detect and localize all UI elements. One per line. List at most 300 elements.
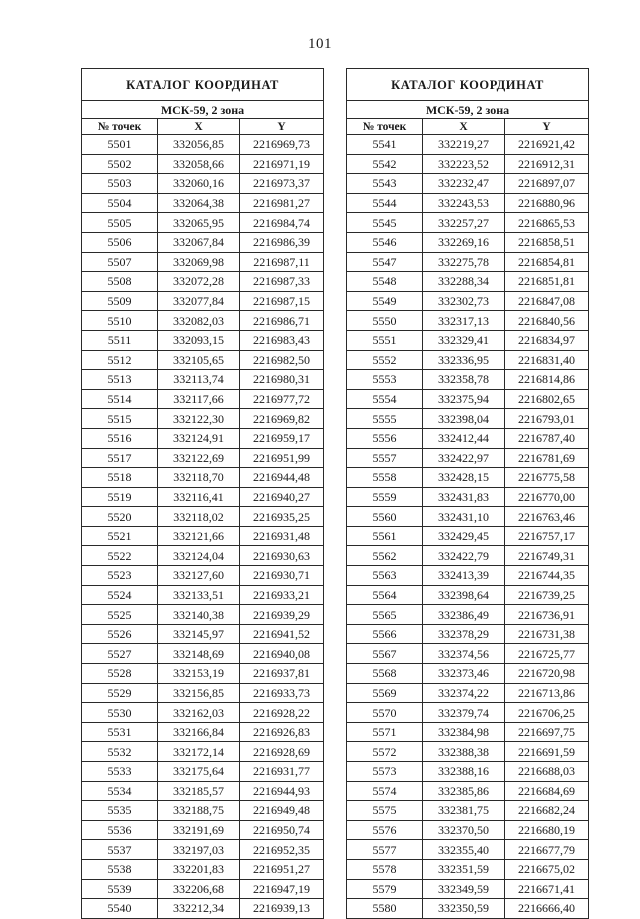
y-coordinate-cell: 2216951,27 [240,859,324,879]
table-row [347,252,589,272]
y-coordinate-cell: 2216973,37 [240,174,324,194]
y-coordinate-cell: 2216666,40 [505,899,589,919]
point-number-cell: 5580 [347,899,423,919]
column-header-x: X [423,119,505,135]
coordinate-system-zone: МСК-59, 2 зона [82,101,324,119]
y-coordinate-cell: 2216739,25 [505,585,589,605]
point-number-cell: 5557 [347,448,423,468]
y-coordinate-cell: 2216941,52 [240,624,324,644]
point-number-cell: 5518 [82,468,158,488]
table-row [347,232,589,252]
x-coordinate-cell: 332381,75 [423,801,505,821]
x-coordinate-cell: 332185,57 [158,781,240,801]
table-row [347,722,589,742]
table-row [347,703,589,723]
point-number-cell: 5566 [347,624,423,644]
point-number-cell: 5530 [82,703,158,723]
y-coordinate-cell: 2216744,35 [505,566,589,586]
y-coordinate-cell: 2216933,73 [240,683,324,703]
point-number-cell: 5512 [82,350,158,370]
table-row [347,448,589,468]
point-number-cell: 5507 [82,252,158,272]
point-number-cell: 5576 [347,820,423,840]
point-number-cell: 5537 [82,840,158,860]
x-coordinate-cell: 332329,41 [423,330,505,350]
point-number-cell: 5565 [347,605,423,625]
x-coordinate-cell: 332349,59 [423,879,505,899]
x-coordinate-cell: 332056,85 [158,135,240,155]
y-coordinate-cell: 2216814,86 [505,370,589,390]
x-coordinate-cell: 332122,69 [158,448,240,468]
table-row [347,389,589,409]
y-coordinate-cell: 2216939,13 [240,899,324,919]
coordinate-catalog-right [346,68,589,919]
point-number-cell: 5553 [347,370,423,390]
point-number-cell: 5545 [347,213,423,233]
x-coordinate-cell: 332302,73 [423,291,505,311]
x-coordinate-cell: 332257,27 [423,213,505,233]
table-row [347,683,589,703]
y-coordinate-cell: 2216987,11 [240,252,324,272]
y-coordinate-cell: 2216947,19 [240,879,324,899]
x-coordinate-cell: 332336,95 [423,350,505,370]
x-coordinate-cell: 332355,40 [423,840,505,860]
column-header-point-number: № точек [347,119,423,135]
y-coordinate-cell: 2216757,17 [505,526,589,546]
point-number-cell: 5539 [82,879,158,899]
x-coordinate-cell: 332374,22 [423,683,505,703]
table-row [82,526,324,546]
table-row [347,859,589,879]
table-row [82,605,324,625]
y-coordinate-cell: 2216763,46 [505,507,589,527]
x-coordinate-cell: 332067,84 [158,232,240,252]
point-number-cell: 5508 [82,272,158,292]
point-number-cell: 5529 [82,683,158,703]
point-number-cell: 5531 [82,722,158,742]
x-coordinate-cell: 332113,74 [158,370,240,390]
y-coordinate-cell: 2216677,79 [505,840,589,860]
point-number-cell: 5519 [82,487,158,507]
table-row [82,487,324,507]
x-coordinate-cell: 332093,15 [158,330,240,350]
x-coordinate-cell: 332172,14 [158,742,240,762]
x-coordinate-cell: 332375,94 [423,389,505,409]
y-coordinate-cell: 2216858,51 [505,232,589,252]
x-coordinate-cell: 332156,85 [158,683,240,703]
table-row [347,154,589,174]
point-number-cell: 5527 [82,644,158,664]
point-number-cell: 5575 [347,801,423,821]
table-row [347,135,589,155]
y-coordinate-cell: 2216950,74 [240,820,324,840]
table-row [347,213,589,233]
table-row [82,252,324,272]
point-number-cell: 5547 [347,252,423,272]
y-coordinate-cell: 2216986,39 [240,232,324,252]
x-coordinate-cell: 332384,98 [423,722,505,742]
y-coordinate-cell: 2216793,01 [505,409,589,429]
point-number-cell: 5509 [82,291,158,311]
table-row [82,174,324,194]
table-row [347,585,589,605]
y-coordinate-cell: 2216736,91 [505,605,589,625]
point-number-cell: 5516 [82,428,158,448]
x-coordinate-cell: 332148,69 [158,644,240,664]
point-number-cell: 5520 [82,507,158,527]
catalog-rows [347,135,589,919]
table-row [82,840,324,860]
y-coordinate-cell: 2216987,15 [240,291,324,311]
table-row [82,468,324,488]
y-coordinate-cell: 2216928,69 [240,742,324,762]
x-coordinate-cell: 332350,59 [423,899,505,919]
x-coordinate-cell: 332162,03 [158,703,240,723]
table-row [82,742,324,762]
point-number-cell: 5513 [82,370,158,390]
table-row [82,879,324,899]
x-coordinate-cell: 332223,52 [423,154,505,174]
x-coordinate-cell: 332379,74 [423,703,505,723]
x-coordinate-cell: 332188,75 [158,801,240,821]
x-coordinate-cell: 332422,97 [423,448,505,468]
table-row [347,468,589,488]
table-row [82,859,324,879]
point-number-cell: 5578 [347,859,423,879]
x-coordinate-cell: 332060,16 [158,174,240,194]
x-coordinate-cell: 332429,45 [423,526,505,546]
table-row [82,193,324,213]
x-coordinate-cell: 332121,66 [158,526,240,546]
y-coordinate-cell: 2216706,25 [505,703,589,723]
point-number-cell: 5548 [347,272,423,292]
y-coordinate-cell: 2216781,69 [505,448,589,468]
table-row [82,664,324,684]
x-coordinate-cell: 332412,44 [423,428,505,448]
point-number-cell: 5560 [347,507,423,527]
column-header-y: Y [505,119,589,135]
table-row [347,428,589,448]
table-row [82,428,324,448]
x-coordinate-cell: 332077,84 [158,291,240,311]
point-number-cell: 5506 [82,232,158,252]
table-row [82,370,324,390]
point-number-cell: 5561 [347,526,423,546]
point-number-cell: 5503 [82,174,158,194]
y-coordinate-cell: 2216834,97 [505,330,589,350]
table-row [347,664,589,684]
x-coordinate-cell: 332166,84 [158,722,240,742]
table-row [347,546,589,566]
table-row [82,272,324,292]
table-row [347,370,589,390]
x-coordinate-cell: 332082,03 [158,311,240,331]
table-row [82,722,324,742]
point-number-cell: 5541 [347,135,423,155]
y-coordinate-cell: 2216713,86 [505,683,589,703]
y-coordinate-cell: 2216940,08 [240,644,324,664]
y-coordinate-cell: 2216720,98 [505,664,589,684]
point-number-cell: 5543 [347,174,423,194]
point-number-cell: 5551 [347,330,423,350]
x-coordinate-cell: 332116,41 [158,487,240,507]
y-coordinate-cell: 2216937,81 [240,664,324,684]
x-coordinate-cell: 332422,79 [423,546,505,566]
y-coordinate-cell: 2216940,27 [240,487,324,507]
x-coordinate-cell: 332105,65 [158,350,240,370]
x-coordinate-cell: 332398,64 [423,585,505,605]
page-number: 101 [308,36,332,52]
x-coordinate-cell: 332127,60 [158,566,240,586]
y-coordinate-cell: 2216935,25 [240,507,324,527]
point-number-cell: 5571 [347,722,423,742]
y-coordinate-cell: 2216969,73 [240,135,324,155]
x-coordinate-cell: 332058,66 [158,154,240,174]
table-row [347,409,589,429]
point-number-cell: 5546 [347,232,423,252]
y-coordinate-cell: 2216982,50 [240,350,324,370]
table-row [347,193,589,213]
y-coordinate-cell: 2216897,07 [505,174,589,194]
y-coordinate-cell: 2216865,53 [505,213,589,233]
point-number-cell: 5568 [347,664,423,684]
table-row [82,232,324,252]
x-coordinate-cell: 332117,66 [158,389,240,409]
x-coordinate-cell: 332133,51 [158,585,240,605]
point-number-cell: 5521 [82,526,158,546]
point-number-cell: 5574 [347,781,423,801]
y-coordinate-cell: 2216977,72 [240,389,324,409]
y-coordinate-cell: 2216840,56 [505,311,589,331]
point-number-cell: 5526 [82,624,158,644]
point-number-cell: 5579 [347,879,423,899]
point-number-cell: 5523 [82,566,158,586]
column-header-x: X [158,119,240,135]
point-number-cell: 5567 [347,644,423,664]
table-row [347,820,589,840]
point-number-cell: 5570 [347,703,423,723]
table-row [82,624,324,644]
y-coordinate-cell: 2216931,48 [240,526,324,546]
y-coordinate-cell: 2216930,63 [240,546,324,566]
table-row [82,389,324,409]
x-coordinate-cell: 332431,83 [423,487,505,507]
y-coordinate-cell: 2216912,31 [505,154,589,174]
x-coordinate-cell: 332206,68 [158,879,240,899]
y-coordinate-cell: 2216697,75 [505,722,589,742]
y-coordinate-cell: 2216944,93 [240,781,324,801]
table-row [347,350,589,370]
y-coordinate-cell: 2216847,08 [505,291,589,311]
y-coordinate-cell: 2216854,81 [505,252,589,272]
table-row [347,762,589,782]
x-coordinate-cell: 332269,16 [423,232,505,252]
point-number-cell: 5538 [82,859,158,879]
x-coordinate-cell: 332288,34 [423,272,505,292]
coordinate-system-zone: МСК-59, 2 зона [347,101,589,119]
y-coordinate-cell: 2216983,43 [240,330,324,350]
x-coordinate-cell: 332065,95 [158,213,240,233]
y-coordinate-cell: 2216775,58 [505,468,589,488]
table-row [347,174,589,194]
point-number-cell: 5517 [82,448,158,468]
y-coordinate-cell: 2216921,42 [505,135,589,155]
x-coordinate-cell: 332232,47 [423,174,505,194]
point-number-cell: 5544 [347,193,423,213]
x-coordinate-cell: 332191,69 [158,820,240,840]
x-coordinate-cell: 332201,83 [158,859,240,879]
table-row [347,566,589,586]
y-coordinate-cell: 2216671,41 [505,879,589,899]
table-row [82,820,324,840]
point-number-cell: 5549 [347,291,423,311]
table-row [82,291,324,311]
y-coordinate-cell: 2216675,02 [505,859,589,879]
point-number-cell: 5552 [347,350,423,370]
x-coordinate-cell: 332175,64 [158,762,240,782]
x-coordinate-cell: 332317,13 [423,311,505,331]
y-coordinate-cell: 2216939,29 [240,605,324,625]
table-row [82,762,324,782]
x-coordinate-cell: 332386,49 [423,605,505,625]
table-row [82,330,324,350]
point-number-cell: 5563 [347,566,423,586]
table-row [347,507,589,527]
y-coordinate-cell: 2216684,69 [505,781,589,801]
table-row [82,683,324,703]
x-coordinate-cell: 332428,15 [423,468,505,488]
x-coordinate-cell: 332069,98 [158,252,240,272]
y-coordinate-cell: 2216930,71 [240,566,324,586]
point-number-cell: 5558 [347,468,423,488]
table-row [82,566,324,586]
y-coordinate-cell: 2216688,03 [505,762,589,782]
x-coordinate-cell: 332378,29 [423,624,505,644]
y-coordinate-cell: 2216787,40 [505,428,589,448]
point-number-cell: 5515 [82,409,158,429]
y-coordinate-cell: 2216951,99 [240,448,324,468]
x-coordinate-cell: 332118,02 [158,507,240,527]
point-number-cell: 5532 [82,742,158,762]
y-coordinate-cell: 2216986,71 [240,311,324,331]
y-coordinate-cell: 2216831,40 [505,350,589,370]
x-coordinate-cell: 332145,97 [158,624,240,644]
point-number-cell: 5534 [82,781,158,801]
table-row [347,605,589,625]
x-coordinate-cell: 332153,19 [158,664,240,684]
y-coordinate-cell: 2216682,24 [505,801,589,821]
table-row [347,879,589,899]
x-coordinate-cell: 332140,38 [158,605,240,625]
table-row [82,213,324,233]
y-coordinate-cell: 2216952,35 [240,840,324,860]
x-coordinate-cell: 332385,86 [423,781,505,801]
y-coordinate-cell: 2216944,48 [240,468,324,488]
catalog-title: КАТАЛОГ КООРДИНАТ [82,69,324,101]
point-number-cell: 5559 [347,487,423,507]
point-number-cell: 5505 [82,213,158,233]
point-number-cell: 5510 [82,311,158,331]
x-coordinate-cell: 332064,38 [158,193,240,213]
table-row [82,409,324,429]
table-row [347,526,589,546]
y-coordinate-cell: 2216725,77 [505,644,589,664]
point-number-cell: 5501 [82,135,158,155]
x-coordinate-cell: 332373,46 [423,664,505,684]
x-coordinate-cell: 332388,16 [423,762,505,782]
x-coordinate-cell: 332398,04 [423,409,505,429]
table-row [347,311,589,331]
y-coordinate-cell: 2216987,33 [240,272,324,292]
point-number-cell: 5569 [347,683,423,703]
table-row [347,272,589,292]
table-row [82,644,324,664]
table-row [347,644,589,664]
table-row [347,781,589,801]
point-number-cell: 5504 [82,193,158,213]
x-coordinate-cell: 332275,78 [423,252,505,272]
table-row [82,154,324,174]
y-coordinate-cell: 2216949,48 [240,801,324,821]
point-number-cell: 5528 [82,664,158,684]
table-row [82,801,324,821]
y-coordinate-cell: 2216880,96 [505,193,589,213]
x-coordinate-cell: 332388,38 [423,742,505,762]
y-coordinate-cell: 2216931,77 [240,762,324,782]
coordinate-catalog-left [81,68,324,919]
table-row [82,448,324,468]
table-row [82,507,324,527]
table-row [347,742,589,762]
x-coordinate-cell: 332358,78 [423,370,505,390]
y-coordinate-cell: 2216851,81 [505,272,589,292]
x-coordinate-cell: 332219,27 [423,135,505,155]
table-row [82,703,324,723]
point-number-cell: 5554 [347,389,423,409]
y-coordinate-cell: 2216984,74 [240,213,324,233]
table-row [347,291,589,311]
x-coordinate-cell: 332431,10 [423,507,505,527]
table-row [82,585,324,605]
y-coordinate-cell: 2216933,21 [240,585,324,605]
y-coordinate-cell: 2216971,19 [240,154,324,174]
table-row [347,840,589,860]
x-coordinate-cell: 332351,59 [423,859,505,879]
point-number-cell: 5533 [82,762,158,782]
y-coordinate-cell: 2216959,17 [240,428,324,448]
y-coordinate-cell: 2216691,59 [505,742,589,762]
x-coordinate-cell: 332124,91 [158,428,240,448]
point-number-cell: 5573 [347,762,423,782]
catalog-rows [82,135,324,919]
point-number-cell: 5562 [347,546,423,566]
point-number-cell: 5572 [347,742,423,762]
point-number-cell: 5550 [347,311,423,331]
x-coordinate-cell: 332124,04 [158,546,240,566]
point-number-cell: 5514 [82,389,158,409]
x-coordinate-cell: 332370,50 [423,820,505,840]
x-coordinate-cell: 332243,53 [423,193,505,213]
column-header-y: Y [240,119,324,135]
catalog-title: КАТАЛОГ КООРДИНАТ [347,69,589,101]
y-coordinate-cell: 2216969,82 [240,409,324,429]
x-coordinate-cell: 332197,03 [158,840,240,860]
y-coordinate-cell: 2216749,31 [505,546,589,566]
x-coordinate-cell: 332374,56 [423,644,505,664]
table-row [347,624,589,644]
x-coordinate-cell: 332413,39 [423,566,505,586]
point-number-cell: 5556 [347,428,423,448]
